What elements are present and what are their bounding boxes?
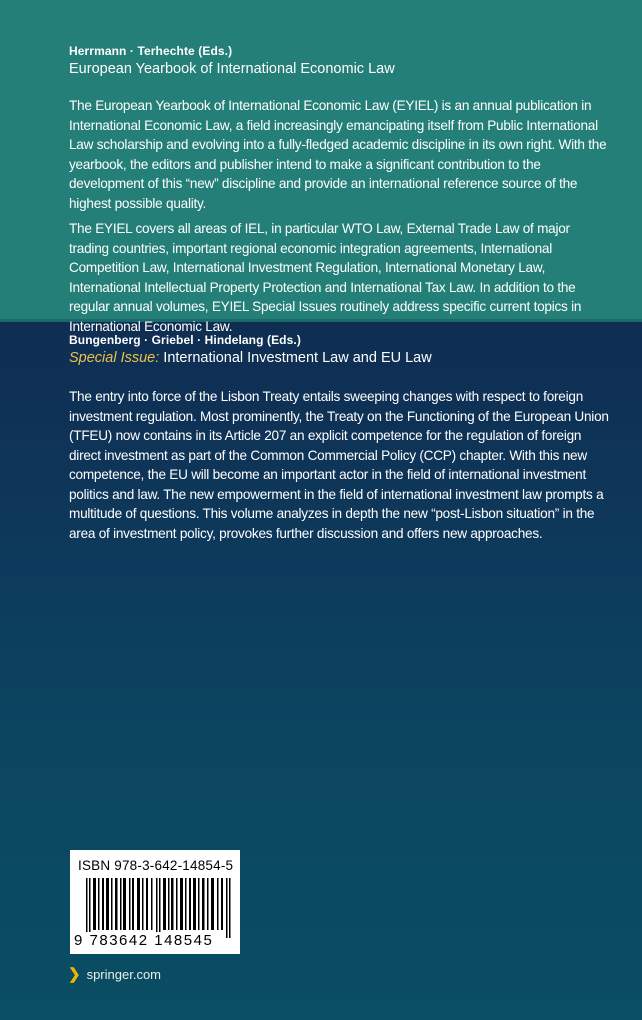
special-issue-title: International Investment Law and EU Law [159,350,432,366]
volume-paragraph: The entry into force of the Lisbon Treaty entails sweeping changes with respect to foreign investment regulation. Most prominently, the Treaty on the Functioning of the European Union (TFEU) now contains in its Article 207 an explicit competence for the regulation of foreign direct investment as part of the Common Commercial Policy (CCP) chapter. With this new competence, the EU will become an important actor in the field of international investment politics and law. The new empowerment in the field of international investment law prompts a multitude of questions. This volume analyzes in depth the new “post-Lisbon situation” in the area of investment policy, provokes further discussion and offers new approaches. [69,389,609,541]
barcode-digits: 9 783642 148545 [74,932,214,949]
series-header [69,44,609,77]
volume-header [69,333,609,366]
chevron-right-icon: ❯ [68,966,81,983]
volume-description [69,387,609,543]
series-title: European Yearbook of International Economic Law [69,61,395,77]
volume-title [69,350,609,366]
publisher-website[interactable] [68,965,161,983]
barcode-image [84,878,234,938]
special-issue-label: Special Issue: [69,350,160,366]
series-editors: Herrmann · Terhechte (Eds.) [69,44,233,58]
website-label: springer.com [86,966,161,982]
volume-editors: Bungenberg · Griebel · Hindelang (Eds.) [69,333,301,347]
isbn-label: ISBN 978-3-642-14854-5 [78,858,234,873]
isbn-barcode-box [70,850,240,954]
series-paragraph-1: The European Yearbook of International Economic Law (EYIEL) is an annual publication in International Economic Law, a field increasingly emancipating itself from Public International Law scholarship and evolving into a fully-fledged academic discipline in its own right. With the yearbook, the editors and publisher intend to make a significant contribution to the development of this “new” discipline and provide an international reference source of the highest possible quality. [69,98,607,211]
series-paragraph-2: The EYIEL covers all areas of IEL, in particular WTO Law, External Trade Law of major trading countries, important regional economic integration agreements, International Competition Law, International Investment Regulation, International Monetary Law, International Intellectual Property Protection and International Tax Law. In addition to the regular annual volumes, EYIEL Special Issues routinely address specific current topics in International Economic Law. [69,221,582,334]
series-description [69,96,609,336]
